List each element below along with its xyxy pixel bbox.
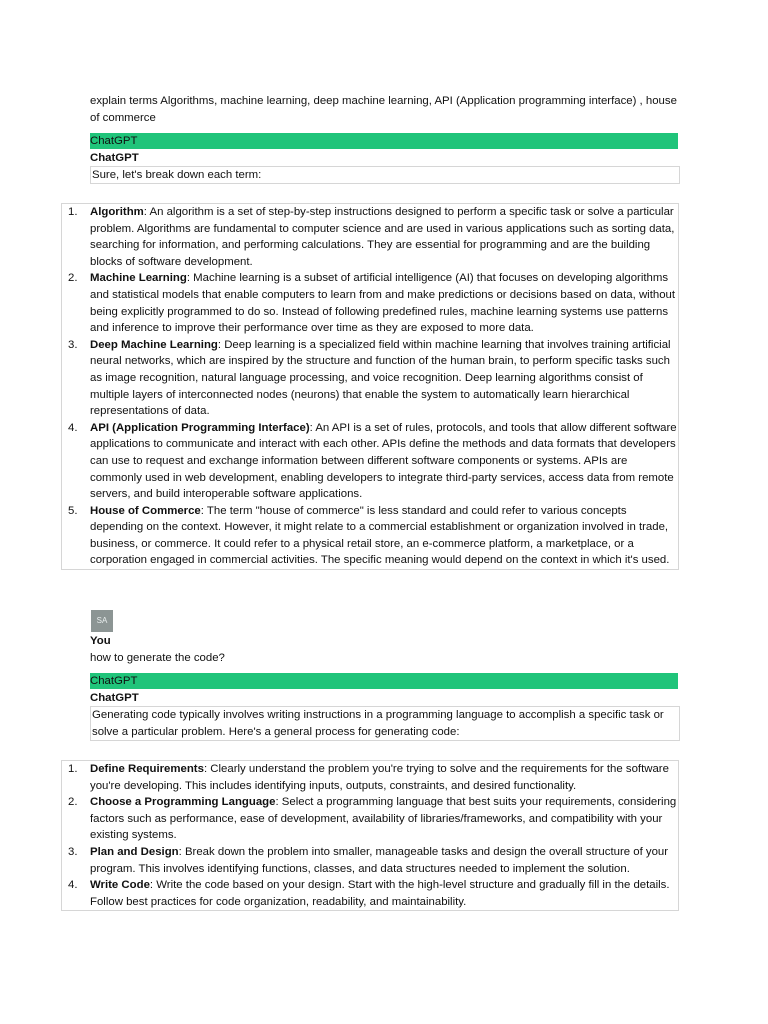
user-query-2: how to generate the code? [90, 652, 225, 664]
list-item-term: Plan and Design [90, 845, 179, 858]
list-item-number: 2. [68, 272, 78, 285]
list-item [62, 337, 678, 420]
list-item [62, 420, 678, 503]
list-item-term: API (Application Programming Interface) [90, 421, 310, 434]
list-item-number: 5. [68, 504, 78, 517]
list-item-number: 1. [68, 206, 78, 218]
list-item-term: Define Requirements [90, 763, 204, 775]
list-item [62, 503, 678, 569]
list-item-term: Write Code [90, 879, 150, 892]
user-query-1: explain terms Algorithms, machine learning, deep machine learning, API (Application programming interface) , house of commerce [90, 95, 677, 124]
list-item-number: 1. [68, 763, 78, 775]
list-item-text: : Select a programming language that best suits your requirements, considering factors such as performance, ease of development, availability of libraries/frameworks, and compatibility with your existing systems. [90, 796, 677, 842]
list-item-term: House of Commerce [90, 504, 201, 517]
list-item [62, 844, 678, 877]
list-item-text: : The term "house of commerce" is less standard and could refer to various concepts depending on the context. However, it might relate to a commercial establishment or organization involved in trade, business, or commerce. It could refer to a physical retail store, an e-commerce platform, a marketplace, or a corporation engaged in commercial activities. The specific meaning would depend on the context in which it's used. [90, 504, 670, 567]
list-item-term: Choose a Programming Language [90, 796, 276, 809]
list-item [62, 794, 678, 844]
list-item-term: Deep Machine Learning [90, 338, 218, 351]
answer-list-2 [61, 760, 679, 911]
assistant-intro-1: Sure, let's break down each term: [90, 166, 680, 184]
list-item-text: : Break down the problem into smaller, manageable tasks and design the overall structure of your program. This involves identifying functions, classes, and data structures needed to implement the solution. [90, 845, 669, 875]
list-item-number: 4. [68, 421, 78, 434]
assistant-name-2: ChatGPT [90, 692, 139, 704]
list-item [62, 761, 678, 794]
list-item-text: : Deep learning is a specialized field within machine learning that involves training artificial neural networks, which are inspired by the structure and function of the human brain, to perform specific tasks such as image recognition, natural language processing, and voice recognition. Deep learning algorithms consist of multiple layers of interconnected nodes (neurons) that enable the system to automatically learn hierarchical representations of data. [90, 338, 671, 418]
list-item-text: : Clearly understand the problem you're trying to solve and the requirements for the software you're developing. This includes identifying inputs, outputs, constraints, and desired functionality. [90, 763, 669, 792]
assistant-name-1: ChatGPT [90, 152, 139, 164]
list-item [62, 204, 678, 270]
list-item [62, 270, 678, 336]
list-item-text: : An algorithm is a set of step-by-step instructions designed to perform a specific task or solve a particular problem. Algorithms are fundamental to computer science and are used in various applications such as sorting data, searching for information, and performing calculations. They are essential for programming and are the building blocks of software development. [90, 206, 675, 268]
list-item-term: Algorithm [90, 206, 144, 218]
list-item [62, 877, 678, 910]
chatgpt-banner-2: ChatGPT [90, 673, 678, 689]
list-item-text: : Write the code based on your design. Start with the high-level structure and gradually fill in the details. Follow best practices for code organization, readability, and maintainability. [90, 879, 670, 908]
answer-list-1 [61, 203, 679, 570]
list-item-number: 2. [68, 796, 78, 809]
list-item-number: 4. [68, 879, 78, 892]
list-item-text: : Machine learning is a subset of artificial intelligence (AI) that focuses on developing algorithms and statistical models that enable computers to learn from and make predictions or decisions based on data, without being explicitly programmed to do so. Instead of following predefined rules, machine learning systems use patterns and inference to improve their performance over time as they are exposed to more data. [90, 272, 676, 335]
list-item-text: : An API is a set of rules, protocols, and tools that allow different software applications to communicate and interact with each other. APIs define the methods and data formats that developers can use to request and exchange information between different software components or systems. APIs are commonly used in web development, enabling developers to integrate third-party services, access data from remote servers, and build interoperable software applications. [90, 421, 677, 501]
chatgpt-banner-1: ChatGPT [90, 133, 678, 149]
user-name: You [90, 635, 111, 647]
assistant-intro-2: Generating code typically involves writing instructions in a programming language to accomplish a specific task or solve a particular problem. Here's a general process for generating code: [90, 706, 680, 741]
list-item-term: Machine Learning [90, 272, 187, 285]
list-item-number: 3. [68, 338, 78, 351]
list-item-number: 3. [68, 845, 78, 858]
user-avatar: SA [91, 610, 113, 632]
